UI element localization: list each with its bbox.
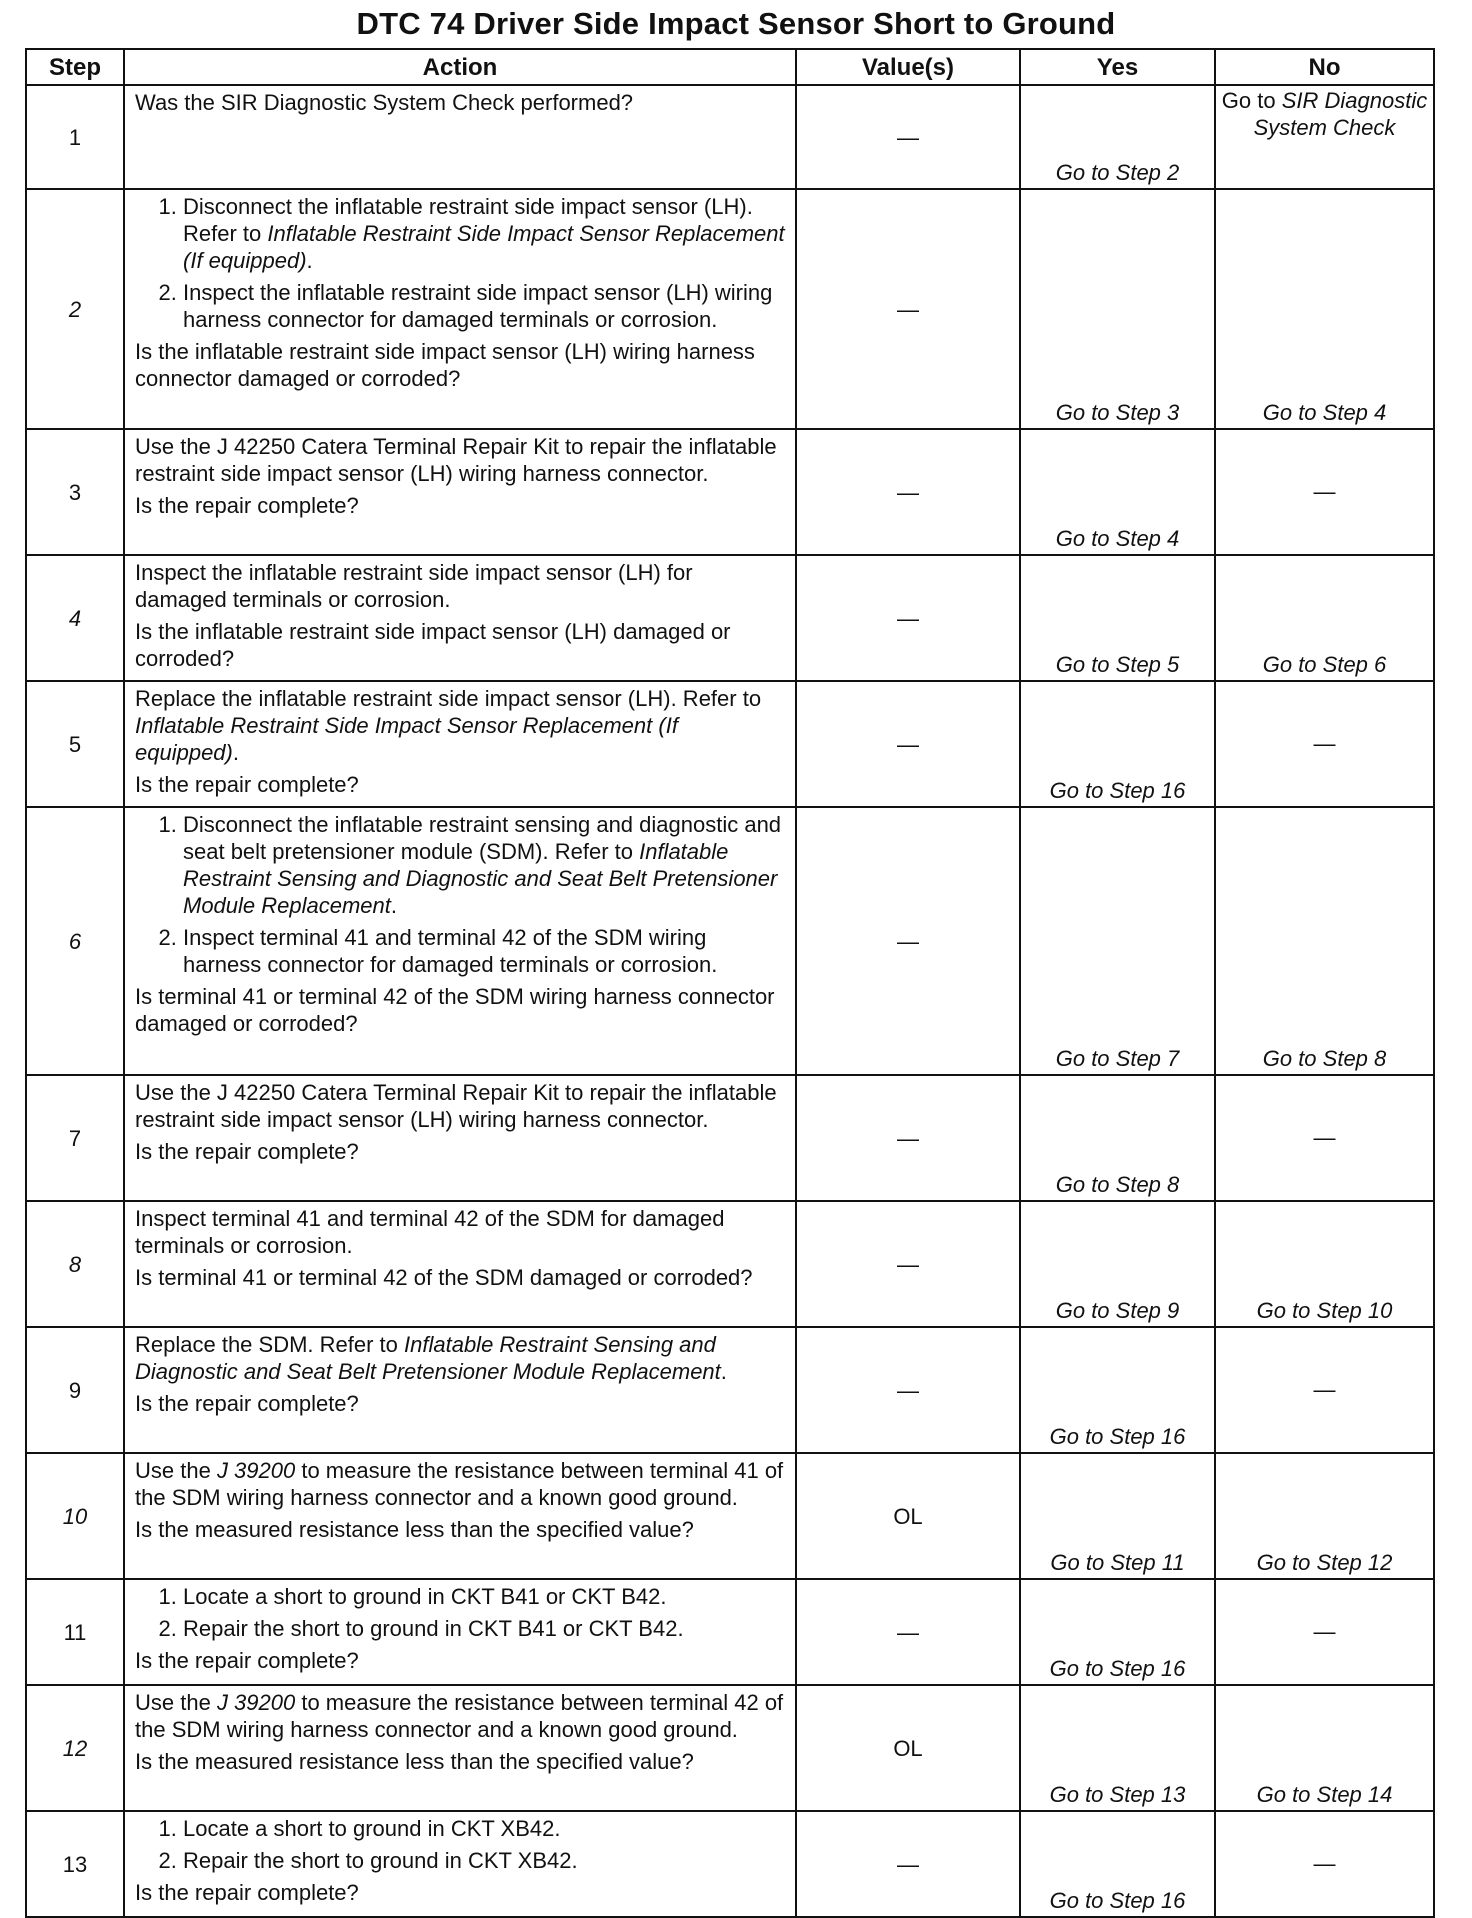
action-question: Is the repair complete? (135, 1880, 359, 1905)
list-item: 1. Locate a short to ground in CKT B41 or CKT B42. (183, 1583, 787, 1610)
step-number: 5 (26, 681, 124, 807)
list-item: 1. Locate a short to ground in CKT XB42. (183, 1815, 787, 1842)
action-cell (124, 807, 796, 1075)
header-no: No (1215, 49, 1434, 85)
table-row (26, 555, 1434, 681)
header-action: Action (124, 49, 796, 85)
action-question: Is the measured resistance less than the specified value? (135, 1517, 694, 1542)
step-number: 11 (26, 1579, 124, 1685)
action-question: Is the measured resistance less than the specified value? (135, 1749, 694, 1774)
action-list (135, 811, 787, 978)
no-cell: — (1215, 429, 1434, 555)
no-cell: Go to Step 14 (1215, 1685, 1434, 1811)
header-row (26, 49, 1434, 85)
action-cell (124, 1811, 796, 1917)
action-text: Use the J 42250 Catera Terminal Repair Kit to repair the inflatable restraint side impact sensor (LH) wiring harness connector. (135, 434, 777, 486)
list-item: 2. Inspect the inflatable restraint side impact sensor (LH) wiring harness connector for damaged terminals or corrosion. (183, 279, 787, 333)
list-item: 1. Disconnect the inflatable restraint side impact sensor (LH). Refer to Inflatable Restraint Side Impact Sensor Replacement (If equipped). (183, 193, 787, 274)
document-title: DTC 74 Driver Side Impact Sensor Short to Ground (356, 6, 1116, 41)
no-cell: — (1215, 1327, 1434, 1453)
header-yes: Yes (1020, 49, 1215, 85)
table-row (26, 681, 1434, 807)
yes-cell: Go to Step 2 (1020, 85, 1215, 189)
table-row (26, 1075, 1434, 1201)
value-cell: — (796, 807, 1020, 1075)
yes-cell: Go to Step 9 (1020, 1201, 1215, 1327)
action-text: Was the SIR Diagnostic System Check performed? (135, 90, 634, 115)
table-row (26, 189, 1434, 429)
no-cell (1215, 85, 1434, 189)
action-text: Use the J 42250 Catera Terminal Repair Kit to repair the inflatable restraint side impact sensor (LH) wiring harness connector. (135, 1080, 777, 1132)
action-text: Use the J 39200 to measure the resistance between terminal 41 of the SDM wiring harness connector and a known good ground. (135, 1458, 784, 1510)
step-number: 2 (26, 189, 124, 429)
yes-cell: Go to Step 4 (1020, 429, 1215, 555)
table-row (26, 1811, 1434, 1917)
no-prefix: Go to (1221, 88, 1276, 113)
step-number: 8 (26, 1201, 124, 1327)
no-cell: — (1215, 1075, 1434, 1201)
value-cell: — (796, 1075, 1020, 1201)
no-cell: — (1215, 681, 1434, 807)
value-cell: — (796, 1579, 1020, 1685)
step-number: 13 (26, 1811, 124, 1917)
yes-cell: Go to Step 3 (1020, 189, 1215, 429)
value-cell: — (796, 555, 1020, 681)
value-cell: — (796, 681, 1020, 807)
value-cell: — (796, 85, 1020, 189)
action-cell (124, 85, 796, 189)
step-number: 3 (26, 429, 124, 555)
action-cell (124, 555, 796, 681)
action-cell (124, 681, 796, 807)
action-cell (124, 1685, 796, 1811)
action-cell (124, 189, 796, 429)
action-question: Is the repair complete? (135, 1648, 359, 1673)
action-cell (124, 1579, 796, 1685)
action-question: Is the inflatable restraint side impact sensor (LH) damaged or corroded? (135, 619, 731, 671)
yes-cell: Go to Step 11 (1020, 1453, 1215, 1579)
no-cell: Go to Step 8 (1215, 807, 1434, 1075)
no-reference: SIR Diagnostic System Check (1253, 88, 1428, 140)
action-list (135, 193, 787, 333)
step-number: 10 (26, 1453, 124, 1579)
action-question: Is terminal 41 or terminal 42 of the SDM damaged or corroded? (135, 1265, 753, 1290)
yes-cell: Go to Step 5 (1020, 555, 1215, 681)
action-text: Use the J 39200 to measure the resistance between terminal 42 of the SDM wiring harness connector and a known good ground. (135, 1690, 784, 1742)
yes-cell: Go to Step 13 (1020, 1685, 1215, 1811)
diagnostic-table (25, 48, 1435, 1918)
yes-cell: Go to Step 8 (1020, 1075, 1215, 1201)
action-question: Is the repair complete? (135, 1391, 359, 1416)
table-row (26, 429, 1434, 555)
action-text: Replace the inflatable restraint side impact sensor (LH). Refer to Inflatable Restraint Side Impact Sensor Replacement (If equipped). (135, 686, 762, 765)
list-item: 1. Disconnect the inflatable restraint sensing and diagnostic and seat belt pretensioner module (SDM). Refer to Inflatable Restraint Sensing and Diagnostic and Seat Belt Pretensioner Module Replacement. (183, 811, 787, 919)
step-number: 9 (26, 1327, 124, 1453)
action-list (135, 1815, 787, 1874)
header-value: Value(s) (796, 49, 1020, 85)
no-cell: — (1215, 1579, 1434, 1685)
value-cell: — (796, 1811, 1020, 1917)
step-number: 6 (26, 807, 124, 1075)
table-row (26, 85, 1434, 189)
no-cell: Go to Step 6 (1215, 555, 1434, 681)
value-cell: OL (796, 1453, 1020, 1579)
table-row (26, 1327, 1434, 1453)
yes-cell: Go to Step 16 (1020, 1579, 1215, 1685)
no-cell: Go to Step 4 (1215, 189, 1434, 429)
step-number: 7 (26, 1075, 124, 1201)
no-cell: Go to Step 10 (1215, 1201, 1434, 1327)
yes-cell: Go to Step 7 (1020, 807, 1215, 1075)
table-row (26, 1579, 1434, 1685)
action-cell (124, 1075, 796, 1201)
action-text: Inspect terminal 41 and terminal 42 of the SDM for damaged terminals or corrosion. (135, 1206, 725, 1258)
step-number: 4 (26, 555, 124, 681)
list-item: 2. Repair the short to ground in CKT B41 or CKT B42. (183, 1615, 787, 1642)
yes-cell: Go to Step 16 (1020, 1327, 1215, 1453)
value-cell: — (796, 429, 1020, 555)
action-question: Is the repair complete? (135, 493, 359, 518)
list-item: 2. Inspect terminal 41 and terminal 42 of the SDM wiring harness connector for damaged terminals or corrosion. (183, 924, 787, 978)
value-cell: OL (796, 1685, 1020, 1811)
table-row (26, 1685, 1434, 1811)
no-cell: — (1215, 1811, 1434, 1917)
table-row (26, 1201, 1434, 1327)
action-text: Replace the SDM. Refer to Inflatable Restraint Sensing and Diagnostic and Seat Belt Pretensioner Module Replacement. (135, 1332, 727, 1384)
action-cell (124, 1327, 796, 1453)
no-cell: Go to Step 12 (1215, 1453, 1434, 1579)
header-step: Step (26, 49, 124, 85)
value-cell: — (796, 189, 1020, 429)
action-question: Is the repair complete? (135, 1139, 359, 1164)
step-number: 1 (26, 85, 124, 189)
action-cell (124, 429, 796, 555)
action-question: Is the inflatable restraint side impact sensor (LH) wiring harness connector damaged or corroded? (135, 339, 755, 391)
list-item: 2. Repair the short to ground in CKT XB42. (183, 1847, 787, 1874)
action-question: Is the repair complete? (135, 772, 359, 797)
yes-cell: Go to Step 16 (1020, 1811, 1215, 1917)
yes-cell: Go to Step 16 (1020, 681, 1215, 807)
action-list (135, 1583, 787, 1642)
action-text: Inspect the inflatable restraint side impact sensor (LH) for damaged terminals or corrosion. (135, 560, 693, 612)
action-cell (124, 1201, 796, 1327)
value-cell: — (796, 1327, 1020, 1453)
value-cell: — (796, 1201, 1020, 1327)
step-number: 12 (26, 1685, 124, 1811)
table-row (26, 807, 1434, 1075)
action-question: Is terminal 41 or terminal 42 of the SDM wiring harness connector damaged or corroded? (135, 984, 775, 1036)
table-row (26, 1453, 1434, 1579)
action-cell (124, 1453, 796, 1579)
